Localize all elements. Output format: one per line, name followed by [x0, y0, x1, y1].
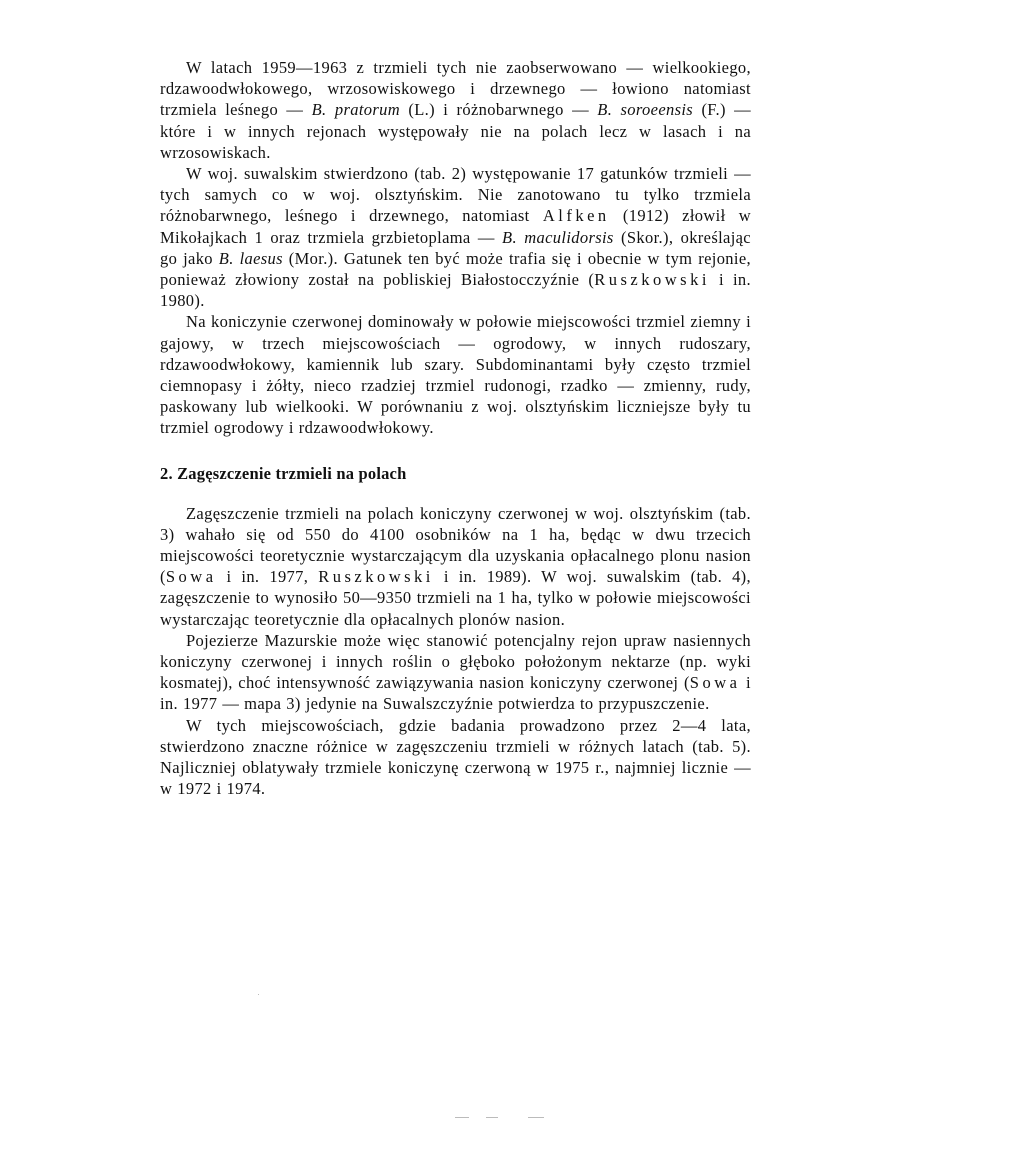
text-run: (Skor.), określając go jako: [160, 227, 751, 268]
section-1-body: [160, 57, 751, 439]
italic-term: B. soroeensis: [597, 100, 694, 120]
section-heading: 2. Zagęszczenie trzmieli na polach: [160, 463, 407, 483]
scan-speck: [528, 1117, 544, 1118]
italic-term: B. maculidorsis: [502, 227, 614, 247]
spaced-author: Ruszkowski: [318, 567, 434, 587]
text-run: W tych miejscowościach, gdzie badania prowadzono przez 2—4 lata, stwierdzono znaczne różnice w zagęszczeniu trzmieli w różnych latach (tab. 5). Najliczniej oblatywały trzmiele koniczynę czerwoną w 1975 r., najmniej licznie — w 1972 i 1974.: [160, 715, 751, 799]
document-page: [160, 57, 751, 800]
text-run: W latach 1959—1963 z trzmieli tych nie zaobserwowano — wielkookiego, rdzawoodwłokowego, wrzosowiskowego i drzewnego — łowiono natomiast trzmiela leśnego —: [160, 58, 751, 120]
text-run: W woj. suwalskim stwierdzono (tab. 2) występowanie 17 gatunków trzmieli — tych samych co w woj. olsztyńskim. Nie zanotowano tu tylko trzmiela różnobarwnego, leśnego i drzewnego, natomiast: [160, 164, 751, 226]
paragraph: [160, 630, 751, 715]
text-run: i in. 1989). W woj. suwalskim (tab. 4), zagęszczenie to wynosiło 50—9350 trzmieli na 1 ha, tylko w połowie miejscowości wystarczając teoretycznie dla opłacalnych plonów nasion.: [160, 567, 752, 629]
text-run: Pojezierze Mazurskie może więc stanowić potencjalny rejon upraw nasiennych koniczyny czerwonej i innych roślin o głęboko położonym nektarze (np. wyki kosmatej), choć intensywność zawiązywania nasion koniczyny czerwonej (: [160, 630, 751, 693]
text-run: (F.) — które i w innych rejonach występowały nie na polach lecz w lasach i na wrzosowiskach.: [160, 100, 752, 162]
text-run: Zagęszczenie trzmieli na polach koniczyny czerwonej w woj. olsztyńskim (tab. 3) wahało się od 550 do 4100 osobników na 1 ha, będąc w dwu trzecich miejscowości teoretycznie wystarczającym dla uzyskania opłacalnego plonu nasion (: [160, 503, 751, 587]
text-run: (L.) i różnobarwnego —: [400, 100, 598, 120]
section-2-body: [160, 503, 751, 800]
text-run: Na koniczynie czerwonej dominowały w połowie miejscowości trzmiel ziemny i gajowy, w trzech miejscowościach — ogrodowy, w innych rudoszary, rdzawoodwłokowy, kamiennik lub szary. Subdominantami były często trzmiel ciemnopasy i żółty, nieco rzadziej trzmiel rudonogi, rzadko — zmienny, rudy, paskowany lub wielkooki. W porównaniu z woj. olsztyńskim liczniejsze były tu trzmiel ogrodowy i rdzawoodwłokowy.: [160, 312, 751, 438]
italic-term: B. laesus: [218, 248, 283, 268]
italic-term: B. pratorum: [311, 100, 400, 120]
paragraph: [160, 57, 751, 163]
spaced-author: Alfken: [542, 206, 610, 226]
scan-speck: [258, 994, 259, 995]
text-run: (Mor.). Gatunek ten być może trafia się i obecnie w tym rejonie, ponieważ złowiony został na pobliskiej Białostocczyźnie (: [160, 248, 751, 290]
text-run: i in. 1980).: [160, 270, 751, 311]
scan-speck: [455, 1117, 469, 1118]
text-run: (1912) złowił w Mikołajkach 1 oraz trzmiela grzbietoplama —: [160, 206, 751, 247]
spaced-author: Sowa: [689, 673, 741, 693]
paragraph: [160, 503, 751, 630]
paragraph: [160, 715, 751, 800]
paragraph: [160, 163, 751, 311]
paragraph: [160, 311, 751, 438]
spaced-author: Ruszkowski: [594, 270, 710, 290]
spaced-author: Sowa: [165, 567, 217, 587]
text-run: i in. 1977,: [216, 567, 319, 587]
scan-speck: [486, 1117, 498, 1118]
text-run: i in. 1977 — mapa 3) jedynie na Suwalszczyźnie potwierdza to przypuszczenie.: [160, 673, 751, 714]
